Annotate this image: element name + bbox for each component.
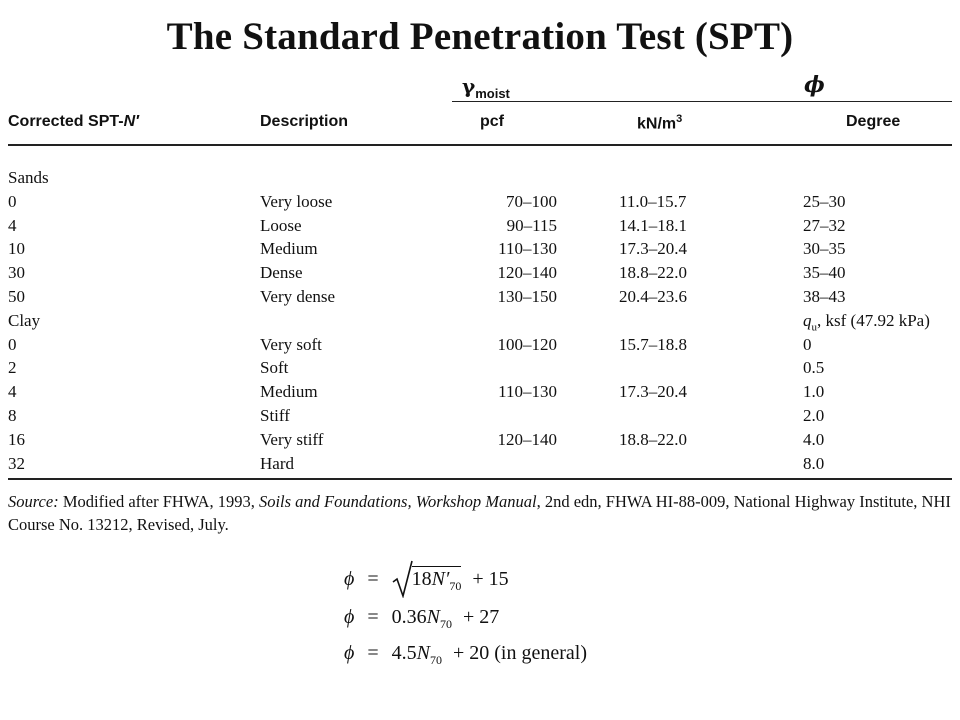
table-row-pcf: 130–150 (497, 287, 557, 306)
table-row-description: Dense (260, 263, 303, 283)
eq1-radicand (411, 566, 462, 593)
eq2-coef: 0.36 (391, 606, 427, 628)
clay-qu-header (803, 311, 930, 337)
table-row-kn: 18.8–22.0 (619, 263, 687, 283)
table-row-description: Loose (260, 215, 302, 235)
table-row-n: 4 (8, 382, 17, 402)
table-row-description: Hard (260, 453, 294, 473)
table-row-n: 16 (8, 429, 25, 449)
source-book: Soils and Foundations, Workshop Manual (258, 492, 537, 511)
equation-1 (344, 568, 509, 594)
equation-2 (344, 606, 499, 632)
table-row-kn: 11.0–15.7 (619, 191, 687, 211)
gamma-moist-header (462, 74, 510, 101)
source-text-1: Modified after FHWA, 1993, (58, 492, 259, 511)
eq1-tail: + 15 (472, 568, 509, 590)
eq3-equals: = (367, 642, 379, 664)
table-row-degree: 0 (803, 334, 812, 354)
table-row-pcf: 120–140 (497, 263, 557, 283)
table-row-pcf: 110–130 (498, 239, 557, 259)
table-row-n: 32 (8, 453, 25, 473)
clay-label: Clay (8, 310, 41, 330)
qu-var: q (803, 310, 812, 330)
table-bottom-rule (8, 478, 952, 480)
table-row-n: 10 (8, 239, 25, 259)
col-header-spt (8, 113, 139, 131)
table-row-kn: 14.1–18.1 (619, 215, 687, 235)
eq3-var: N (416, 642, 430, 664)
page-title: The Standard Penetration Test (SPT) (166, 15, 794, 58)
eq3-tail: + 20 (in general) (452, 642, 587, 664)
table-row-n: 0 (8, 334, 17, 354)
table-row-pcf: 70–100 (506, 191, 557, 211)
col-header-pcf: pcf (480, 113, 504, 130)
table-row-description: Medium (260, 239, 318, 259)
table-row-description: Very loose (260, 191, 333, 211)
table-row-pcf: 100–120 (497, 334, 557, 354)
table-row-n: 2 (8, 358, 17, 378)
table-row-kn: 17.3–20.4 (619, 239, 687, 259)
eq3-coef: 4.5 (391, 642, 417, 664)
table-row-description: Soft (260, 358, 289, 378)
eq1-coef: 18 (411, 568, 432, 590)
col-header-spt-var: N′ (123, 113, 139, 130)
table-row-degree: 1.0 (803, 382, 825, 402)
col-header-kn-label: kN/m (637, 115, 677, 133)
table-row-degree: 27–32 (803, 215, 846, 235)
eq1-var: N′ (431, 568, 450, 590)
source-label: Source: (8, 492, 59, 511)
table-row-degree: 30–35 (803, 239, 846, 259)
header-bottom-rule (8, 144, 952, 146)
eq1-equals: = (367, 568, 379, 590)
table-row-n: 0 (8, 191, 17, 211)
eq1-sqrt (392, 568, 462, 594)
table-row-degree: 38–43 (803, 287, 846, 306)
table-row-degree: 0.5 (803, 358, 825, 378)
table-row-kn: 18.8–22.0 (619, 429, 687, 449)
eq2-sub: 70 (439, 617, 452, 631)
table-row-degree: 8.0 (803, 453, 825, 473)
table-row-kn: 17.3–20.4 (619, 382, 687, 402)
eq3-sub: 70 (429, 653, 442, 667)
group-header-rule (452, 101, 952, 102)
source-text-2: , 2nd edn, FHWA HI-88-009, National Highway Institute, NHI Course No. 13212, Revised, July. (8, 492, 951, 534)
sqrt-icon (392, 560, 414, 598)
phi-group-header: ϕ (804, 72, 825, 98)
table-row-n: 50 (8, 287, 25, 306)
eq2-tail: + 27 (462, 606, 500, 628)
sands-label: Sands (8, 168, 49, 187)
gamma-symbol: γ (462, 74, 476, 98)
table-row-n: 8 (8, 406, 17, 425)
col-header-kn (637, 113, 682, 133)
col-header-spt-label: Corrected SPT- (8, 113, 124, 130)
equation-3 (344, 642, 587, 668)
table-row-description: Stiff (260, 406, 290, 425)
table-row-pcf: 120–140 (497, 429, 557, 449)
table-row-description: Very stiff (260, 429, 324, 449)
table-row-description: Very dense (260, 287, 336, 306)
eq2-var: N (426, 606, 440, 628)
table-row-pcf: 110–130 (498, 382, 557, 402)
col-header-description: Description (260, 113, 349, 130)
table-row-kn: 20.4–23.6 (619, 287, 687, 306)
table-row-pcf: 90–115 (506, 215, 557, 235)
gamma-subscript: moist (475, 86, 510, 101)
eq3-phi: ϕ (344, 642, 355, 664)
eq2-equals: = (367, 606, 379, 628)
table-row-n: 30 (8, 263, 25, 283)
table-row-kn: 15.7–18.8 (619, 334, 687, 354)
table-row-degree: 4.0 (803, 429, 825, 449)
table-row-description: Very soft (260, 334, 322, 354)
table-row-n: 4 (8, 215, 17, 235)
qu-rest: , ksf (47.92 kPa) (817, 310, 930, 330)
table-row-degree: 35–40 (803, 263, 846, 283)
table-row-degree: 25–30 (803, 191, 846, 211)
source-note (8, 490, 958, 536)
eq1-sub: 70 (449, 579, 462, 593)
eq2-phi: ϕ (344, 606, 355, 628)
table-row-degree: 2.0 (803, 406, 825, 425)
col-header-kn-sup: 3 (676, 113, 683, 125)
eq1-phi: ϕ (344, 568, 355, 590)
col-header-degree: Degree (846, 113, 901, 130)
table-row-description: Medium (260, 382, 318, 402)
qu-sub: u (811, 321, 817, 334)
